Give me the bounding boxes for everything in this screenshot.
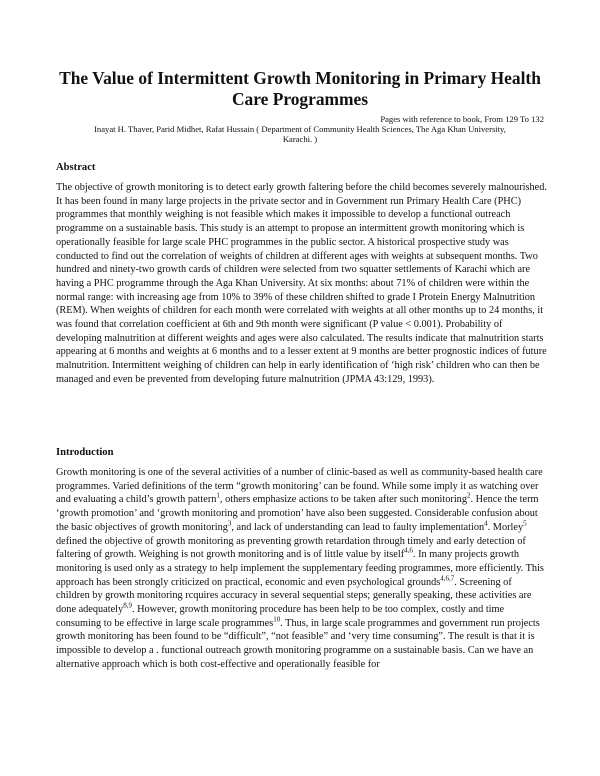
abstract-heading: Abstract xyxy=(56,162,96,173)
citation-ref[interactable]: 5 xyxy=(523,519,527,528)
intro-text-segment: . Morley xyxy=(487,521,524,533)
intro-text-segment: . Thus, in large scale programmes and government run projects growth monitoring has been found to be “difficult”, “not feasible” and ‘very time consuming”. The result is that it is impossible to develop a . functional outreach growth monitoring programme on a sustainable basis. Can we have an alternative approach which is both cost-effective and operationally feasible for xyxy=(56,617,540,670)
introduction-heading: Introduction xyxy=(56,447,114,458)
intro-text-segment: . In many projects growth monitoring is used only as a strategy to help implement the supplementary feeding programmes, more efficiently. This approach has been strongly criticized on practical, economic and even psychological grounds xyxy=(56,549,544,588)
introduction-text xyxy=(56,466,548,672)
citation-ref[interactable]: 2 xyxy=(466,491,471,500)
intro-text-segment: , and lack of understanding can lead to faulty implementation xyxy=(231,521,485,533)
citation-ref[interactable]: 4,6 xyxy=(404,546,413,555)
intro-text-segment: . However, growth monitoring procedure has been help to be too complex, costly and time consuming to be effective in large scale programmes xyxy=(56,604,505,629)
authors-affiliation xyxy=(56,124,544,144)
citation-ref[interactable]: 8,9 xyxy=(123,601,132,610)
intro-text-segment: defined the objective of growth monitoring as preventing growth retardation through timely and early detection of faltering of growth. Weighing is not growth monitoring and is of little value by itself xyxy=(56,535,526,561)
page-range-note: Pages with reference to book, From 129 To 132 xyxy=(380,114,544,124)
intro-text-segment: Growth monitoring is one of the several activities of a number of clinic-based as well as community-based health care programmes. Varied definitions of the term “growth monitoring’ can be found. While some imply it as watching over and evaluating a child’s growth pattern xyxy=(56,467,543,506)
intro-text-segment: . Hence the term ‘growth promotion’ and ‘growth monitoring and promotion’ have also been suggested. Considerable confusion about the basic objectives of growth monitoring xyxy=(56,494,539,533)
authors-line-1: Inayat H. Thaver, Parid Midhet, Rafat Hussain ( Department of Community Health Sciences, The Aga Khan University, xyxy=(94,124,506,134)
citation-ref[interactable]: 10 xyxy=(273,615,281,624)
citation-ref[interactable]: 1 xyxy=(216,491,220,500)
citation-ref[interactable]: 3 xyxy=(227,519,232,528)
citation-ref[interactable]: 4 xyxy=(484,519,488,528)
authors-line-2: Karachi. ) xyxy=(282,134,318,144)
paper-title xyxy=(40,68,560,110)
title-line-2: Care Programmes xyxy=(231,89,369,109)
citation-ref[interactable]: 4,6,7 xyxy=(440,574,455,583)
abstract-text: The objective of growth monitoring is to detect early growth faltering before the child becomes severely malnourished. It has been found in many large projects in the private sector and in Government run Primary Health Care (PHC) programmes that monthly weighing is not feasible which makes it impossible to develop a functional outreach programme on a sustainable basis. This study is an attempt to propose an intermittent growth monitoring which is operationally feasible for large scale PHC programmes in the public sector. A historical prospective study was conducted to find out the correlation of weights of children at different ages with weights at subsequent months. Two hundred and ninety-two growth cards of children were selected from two squatter settlements of Karachi which are having a PHC programme through the Aga Khan University. At six months: about 71% of children were within the normal range: with increasing age from 10% to 39% of these children shifted to grade I Protein Energy Malnutrition (REM). When weights of children for each month were correlated with weights at all other months up to 24 months, it was found that correlation coefficient at 6th and 9th month were significant (P value < 0.001). Probability of developing malnutrition at different weights and ages were also calculated. The results indicate that malnutrition starts appearing at 6 months and weights at 6 months and to a lesser extent at 9 months are better prognostic indices of future malnutrition. Intermittent weighing of children can help in early identification of ‘high risk’ children who can then be managed and even be prevented from developing future malnutrition (JPMA 43:129, 1993). xyxy=(56,182,547,385)
intro-text-segment: , others emphasize actions to be taken after such monitoring xyxy=(219,494,467,506)
intro-text-segment: . Screening of children by growth monitoring rcquires accuracy in several sequential steps; generally speaking, these activities are done adequately xyxy=(56,576,532,616)
title-line-1: The Value of Intermittent Growth Monitoring in Primary Health xyxy=(59,68,541,88)
